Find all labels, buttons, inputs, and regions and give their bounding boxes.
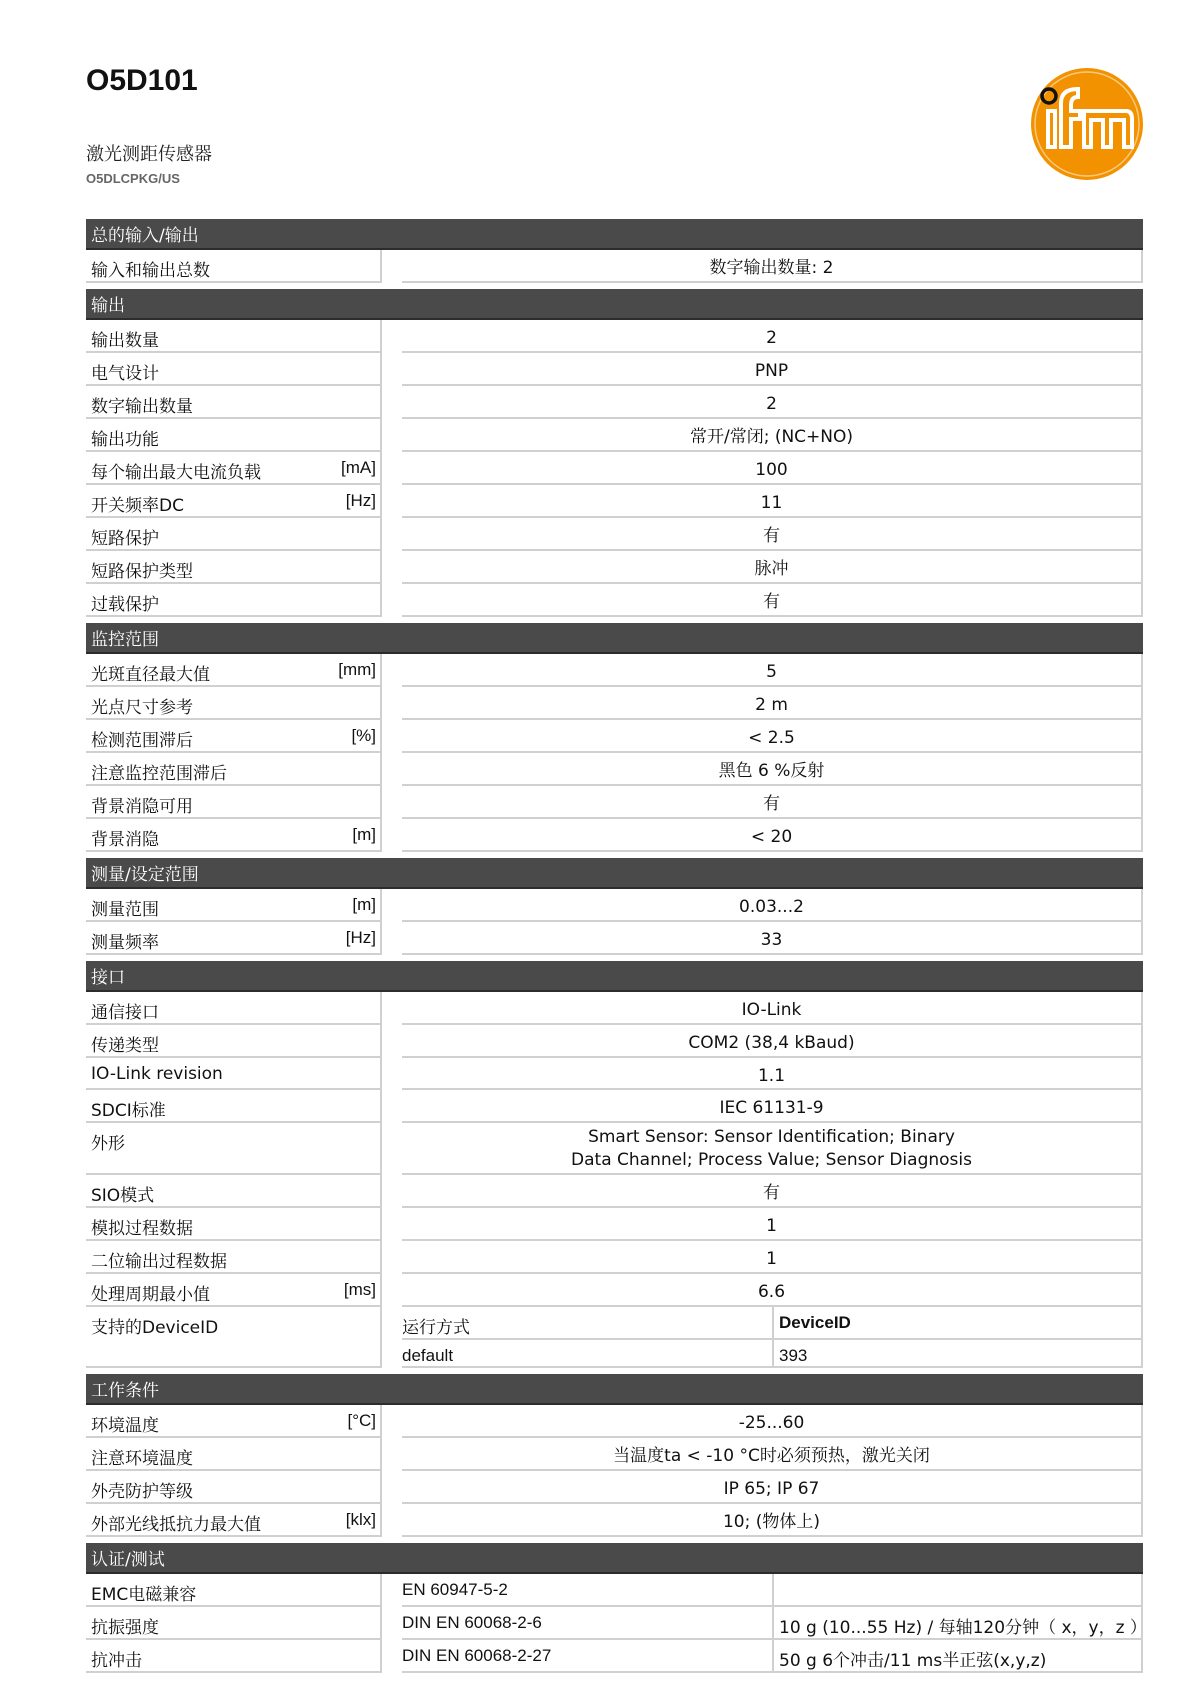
spec-label: 输出功能: [86, 419, 382, 452]
spec-value: 1: [402, 1241, 1143, 1274]
subtable-row: [402, 1340, 1143, 1368]
spec-label: 注意环境温度: [86, 1438, 382, 1471]
spec-value: 黑色 6 %反射: [402, 753, 1143, 786]
section-header-monitoring: 监控范围: [86, 623, 1143, 654]
spec-value: IEC 61131-9: [402, 1090, 1143, 1123]
spec-label: 注意监控范围滞后: [86, 753, 382, 786]
approval-standard: DIN EN 60068-2-6: [402, 1607, 774, 1640]
spec-label: 二位输出过程数据: [86, 1241, 382, 1274]
spec-label: 光点尺寸参考: [86, 687, 382, 720]
spec-row-deviceid: [86, 1307, 1143, 1368]
spec-value: 1.1: [402, 1058, 1143, 1090]
section-header-outputs: 输出: [86, 289, 1143, 320]
spec-row: [86, 889, 1143, 922]
spec-label: IO-Link revision: [86, 1058, 382, 1090]
spec-row: [86, 1471, 1143, 1504]
spec-value: Smart Sensor: Sensor Identification; Binary Data Channel; Process Value; Sensor Diagnosis: [402, 1123, 1143, 1175]
section-header-operating: 工作条件: [86, 1374, 1143, 1405]
spec-label: 抗冲击: [86, 1640, 382, 1673]
article-code: O5DLCPKG/US: [86, 171, 180, 186]
spec-row: [86, 386, 1143, 419]
spec-label: 背景消隐可用: [86, 786, 382, 819]
spec-label: 外形: [86, 1123, 382, 1175]
subtable-header-deviceid: DeviceID: [774, 1307, 1143, 1340]
spec-row: [86, 353, 1143, 386]
spec-value: < 2.5: [402, 720, 1143, 753]
spec-label: 检测范围滞后 [%]: [86, 720, 382, 753]
spec-label: 过载保护: [86, 584, 382, 617]
spec-label: 通信接口: [86, 992, 382, 1025]
spec-value: COM2 (38,4 kBaud): [402, 1025, 1143, 1058]
spec-value: 2: [402, 320, 1143, 353]
spec-row: [86, 551, 1143, 584]
spec-label: 光斑直径最大值 [mm]: [86, 654, 382, 687]
spec-row: [86, 1175, 1143, 1208]
spec-row: [86, 584, 1143, 617]
spec-row: [86, 1058, 1143, 1090]
spec-unit: [Hz]: [345, 928, 376, 947]
spec-unit: [mA]: [341, 458, 376, 477]
spec-row: [86, 992, 1143, 1025]
spec-unit: [klx]: [345, 1510, 376, 1529]
spec-row: [86, 1504, 1143, 1537]
spec-value: 有: [402, 1175, 1143, 1208]
spec-unit: [mm]: [338, 660, 376, 679]
spec-unit: [m]: [352, 895, 376, 914]
spec-row: [86, 753, 1143, 786]
spec-unit: [m]: [352, 825, 376, 844]
section-header-interface: 接口: [86, 961, 1143, 992]
spec-value: 当温度ta < -10 °C时必须预热，激光关闭: [402, 1438, 1143, 1471]
spec-row: [86, 687, 1143, 720]
spec-label: 支持的DeviceID: [86, 1307, 382, 1368]
spec-label: 外壳防护等级: [86, 1471, 382, 1504]
spec-value: 常开/常闭; (NC+NO): [402, 419, 1143, 452]
section-header-measuring: 测量/设定范围: [86, 858, 1143, 889]
spec-row: [86, 922, 1143, 955]
approval-detail: 10 g (10...55 Hz) / 每轴120分钟（ x，y，z ）: [774, 1607, 1143, 1640]
spec-row: [86, 654, 1143, 687]
spec-row: [86, 1241, 1143, 1274]
spec-row: [86, 1438, 1143, 1471]
spec-label: 输出数量: [86, 320, 382, 353]
spec-value: -25...60: [402, 1405, 1143, 1438]
spec-value: 33: [402, 922, 1143, 955]
approval-detail: [774, 1574, 1143, 1607]
deviceid-subtable: [402, 1307, 1143, 1368]
spec-label: 输入和输出总数: [86, 250, 382, 283]
spec-row: [86, 1123, 1143, 1175]
spec-row: [86, 320, 1143, 353]
spec-label: 电气设计: [86, 353, 382, 386]
product-title: O5D101: [86, 64, 198, 97]
approval-detail: 50 g 6个冲击/11 ms半正弦(x,y,z): [774, 1640, 1143, 1673]
spec-label: EMC电磁兼容: [86, 1574, 382, 1607]
subtable-header-row: [402, 1307, 1143, 1340]
spec-label: 测量范围 [m]: [86, 889, 382, 922]
spec-label: 短路保护: [86, 518, 382, 551]
product-subtitle: 激光测距传感器: [86, 144, 212, 165]
spec-row: [86, 1090, 1143, 1123]
spec-row: [86, 786, 1143, 819]
spec-unit: [%]: [351, 726, 376, 745]
spec-label: 背景消隐 [m]: [86, 819, 382, 852]
spec-label: SDCI标准: [86, 1090, 382, 1123]
spec-label: 环境温度 [°C]: [86, 1405, 382, 1438]
section-header-general: 总的输入/输出: [86, 219, 1143, 250]
spec-value: 脉冲: [402, 551, 1143, 584]
spec-label: 抗振强度: [86, 1607, 382, 1640]
spec-label: 测量频率 [Hz]: [86, 922, 382, 955]
spec-value: IO-Link: [402, 992, 1143, 1025]
spec-row: [86, 1208, 1143, 1241]
spec-value: 0.03...2: [402, 889, 1143, 922]
spec-value: 2 m: [402, 687, 1143, 720]
spec-value: 1: [402, 1208, 1143, 1241]
subtable-cell-deviceid: 393: [774, 1340, 1143, 1368]
approval-standard: DIN EN 60068-2-27: [402, 1640, 774, 1673]
spec-label: 模拟过程数据: [86, 1208, 382, 1241]
section-header-approvals: 认证/测试: [86, 1543, 1143, 1574]
spec-row: [86, 485, 1143, 518]
spec-row: [86, 419, 1143, 452]
spec-label: 外部光线抵抗力最大值 [klx]: [86, 1504, 382, 1537]
spec-row: [86, 1640, 1143, 1673]
spec-unit: [Hz]: [345, 491, 376, 510]
spec-unit: [°C]: [347, 1411, 376, 1430]
spec-value: 2: [402, 386, 1143, 419]
spec-value: IP 65; IP 67: [402, 1471, 1143, 1504]
spec-value: 6.6: [402, 1274, 1143, 1307]
spec-row: [86, 1274, 1143, 1307]
spec-value: 11: [402, 485, 1143, 518]
spec-value: 100: [402, 452, 1143, 485]
spec-value: PNP: [402, 353, 1143, 386]
spec-row: [86, 518, 1143, 551]
spec-label: 处理周期最小值 [ms]: [86, 1274, 382, 1307]
spec-value: 10; (物体上): [402, 1504, 1143, 1537]
spec-value: 有: [402, 584, 1143, 617]
spec-row: [86, 1405, 1143, 1438]
subtable-header-mode: 运行方式: [402, 1307, 774, 1340]
spec-value: < 20: [402, 819, 1143, 852]
spec-value: 有: [402, 518, 1143, 551]
spec-row: [86, 1574, 1143, 1607]
spec-unit: [ms]: [343, 1280, 376, 1299]
approval-standard: EN 60947-5-2: [402, 1574, 774, 1607]
spec-value: 有: [402, 786, 1143, 819]
spec-label: 传递类型: [86, 1025, 382, 1058]
spec-label: 开关频率DC [Hz]: [86, 485, 382, 518]
spec-value: 数字输出数量: 2: [402, 250, 1143, 283]
spec-label: SIO模式: [86, 1175, 382, 1208]
spec-row: [86, 819, 1143, 852]
ifm-logo: [1028, 65, 1146, 183]
subtable-cell-mode: default: [402, 1340, 774, 1368]
spec-label: 每个输出最大电流负载 [mA]: [86, 452, 382, 485]
spec-row: [86, 452, 1143, 485]
spec-row: [86, 1025, 1143, 1058]
spec-value: 5: [402, 654, 1143, 687]
spec-label: 短路保护类型: [86, 551, 382, 584]
spec-label: 数字输出数量: [86, 386, 382, 419]
spec-table: [86, 219, 1147, 1673]
spec-row: [86, 1607, 1147, 1640]
spec-row: [86, 720, 1143, 753]
spec-row: [86, 250, 1143, 283]
